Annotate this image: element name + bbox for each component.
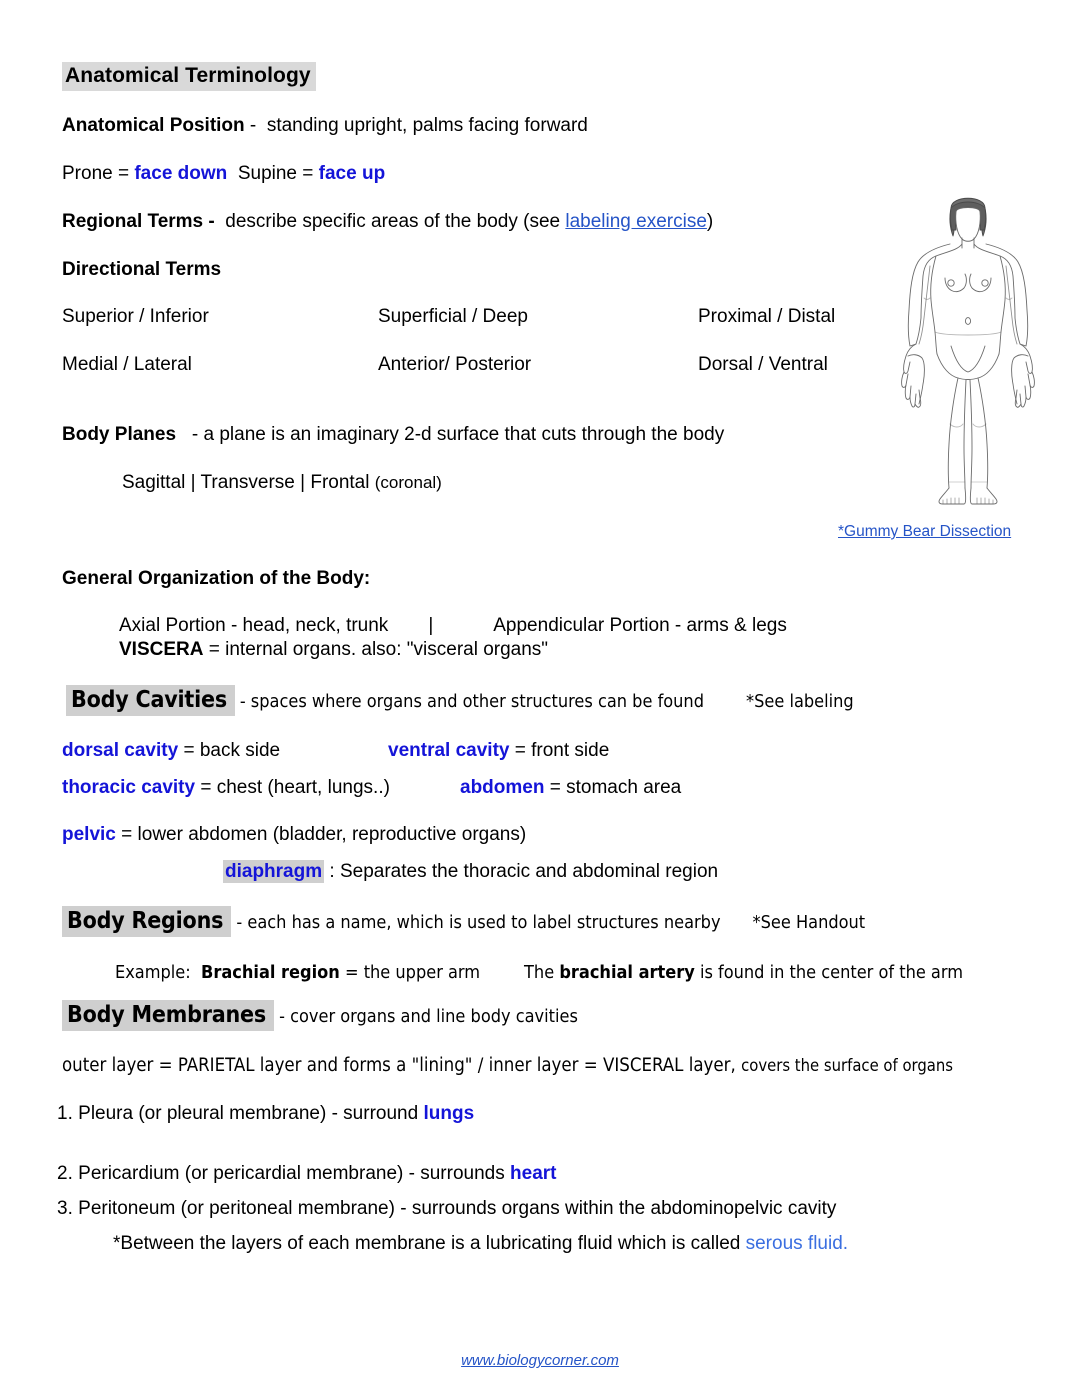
pelvic-def: = lower abdomen (bladder, reproductive organs) — [121, 824, 527, 845]
anatomical-position-label: Anatomical Position — [62, 115, 245, 136]
prone-label: Prone = — [62, 163, 130, 184]
membrane-item-1-number: 1. — [57, 1103, 73, 1124]
abdomen-def: = stomach area — [549, 777, 682, 798]
abdomen-line — [460, 777, 681, 799]
viscera-text: = internal organs. also: "visceral organs" — [208, 639, 549, 660]
membrane-item-3-text: Peritoneum (or peritoneal membrane) - surrounds organs within the abdominopelvic cavity — [78, 1198, 837, 1219]
anatomical-position-line — [62, 115, 588, 137]
body-planes-names: Sagittal | Transverse | Frontal — [122, 472, 370, 493]
body-cavities-heading-line — [66, 687, 854, 713]
directional-term-superior-inferior: Superior / Inferior — [62, 306, 209, 327]
prone-supine-line — [62, 163, 385, 185]
body-planes-description: - a plane is an imaginary 2-d surface that cuts through the body — [191, 424, 725, 445]
membrane-item-2 — [57, 1163, 556, 1185]
regional-terms-label: Regional Terms - — [62, 211, 215, 232]
dorsal-cavity-line — [62, 740, 280, 762]
body-membranes-heading: Body Membranes — [62, 1000, 274, 1031]
body-membranes-heading-line — [62, 1002, 578, 1028]
directional-term-anterior-posterior: Anterior/ Posterior — [378, 354, 532, 375]
membrane-item-3-number: 3. — [57, 1198, 73, 1219]
pelvic-term: pelvic — [62, 824, 116, 845]
page-title: Anatomical Terminology — [62, 62, 316, 91]
thoracic-cavity-term: thoracic cavity — [62, 777, 196, 798]
membrane-item-2-text: Pericardium (or pericardial membrane) - surrounds — [78, 1163, 505, 1184]
directional-term-proximal-distal: Proximal / Distal — [698, 306, 836, 327]
regional-terms-close: ) — [706, 211, 714, 232]
pelvic-line — [62, 824, 526, 846]
membrane-item-1 — [57, 1103, 474, 1125]
regional-terms-description: describe specific areas of the body (see — [225, 211, 561, 232]
axial-portion-line — [119, 615, 787, 637]
example2-post: is found in the center of the arm — [699, 962, 963, 983]
ventral-cavity-term: ventral cavity — [388, 740, 510, 761]
footer — [0, 1352, 1080, 1369]
body-planes-note: (coronal) — [374, 473, 442, 492]
membrane-note-pre: *Between the layers of each membrane is a lubricating fluid which is called — [113, 1233, 741, 1254]
supine-label: Supine = — [237, 163, 314, 184]
axial-portion-text: Axial Portion - head, neck, trunk — [119, 615, 389, 636]
directional-terms-heading: Directional Terms — [62, 259, 222, 280]
body-cavities-description: - spaces where organs and other structures can be found — [239, 691, 704, 712]
example-term: Brachial region — [201, 962, 340, 983]
example2-pre: The — [524, 962, 555, 983]
appendicular-portion-text: Appendicular Portion - arms & legs — [493, 615, 787, 636]
directional-term-superficial-deep: Superficial / Deep — [378, 306, 528, 327]
membrane-item-3 — [57, 1198, 836, 1220]
body-regions-heading-line — [62, 908, 865, 934]
directional-term-dorsal-ventral: Dorsal / Ventral — [698, 354, 828, 375]
membrane-item-1-term: lungs — [423, 1103, 475, 1124]
footer-url-link[interactable]: www.biologycorner.com — [461, 1352, 619, 1369]
anatomical-position-description: standing upright, palms facing forward — [266, 115, 588, 136]
supine-value: face up — [318, 163, 386, 184]
body-planes-label: Body Planes — [62, 424, 177, 445]
directional-term-medial-lateral: Medial / Lateral — [62, 354, 192, 375]
ventral-cavity-line — [388, 740, 609, 762]
membrane-layers-tail: covers the surface of organs — [741, 1056, 953, 1075]
anatomical-position-figure — [888, 186, 1048, 508]
general-organization-heading: General Organization of the Body: — [62, 568, 371, 589]
membrane-layers-main: outer layer = PARIETAL layer and forms a "lining" / inner layer = VISCERAL layer, — [62, 1055, 736, 1076]
prone-value: face down — [134, 163, 228, 184]
thoracic-cavity-line — [62, 777, 390, 799]
example-def: = the upper arm — [344, 962, 481, 983]
regional-terms-line — [62, 211, 713, 233]
body-regions-heading: Body Regions — [62, 906, 231, 937]
viscera-line — [119, 639, 548, 661]
membrane-item-2-term: heart — [510, 1163, 557, 1184]
body-planes-line — [62, 424, 724, 446]
labeling-exercise-link[interactable]: labeling exercise — [565, 211, 707, 232]
abdomen-term: abdomen — [460, 777, 545, 798]
membrane-layers-line — [62, 1055, 953, 1076]
body-cavities-heading: Body Cavities — [66, 685, 235, 716]
diaphragm-term: diaphragm — [225, 861, 323, 882]
membrane-item-2-number: 2. — [57, 1163, 73, 1184]
portion-separator: | — [428, 615, 434, 636]
membrane-item-1-text: Pleura (or pleural membrane) - surround — [78, 1103, 419, 1124]
diaphragm-def: : Separates the thoracic and abdominal region — [329, 861, 719, 882]
ventral-cavity-def: = front side — [514, 740, 610, 761]
body-regions-description: - each has a name, which is used to label structures nearby — [236, 912, 721, 933]
body-cavities-note: *See labeling — [745, 691, 854, 712]
example2-term: brachial artery — [559, 962, 695, 983]
dorsal-cavity-def: = back side — [183, 740, 281, 761]
example-label: Example: — [115, 962, 191, 983]
viscera-label: VISCERA — [119, 639, 204, 660]
membrane-note-line — [113, 1233, 848, 1255]
gummy-bear-dissection-link[interactable]: *Gummy Bear Dissection — [838, 523, 1012, 540]
body-regions-note: *See Handout — [752, 912, 866, 933]
body-membranes-description: - cover organs and line body cavities — [279, 1006, 578, 1027]
diaphragm-line — [223, 861, 718, 883]
body-regions-example-line — [115, 962, 963, 983]
serous-fluid-term: serous fluid. — [745, 1233, 849, 1254]
anatomical-position-dash: - — [249, 115, 257, 136]
dorsal-cavity-term: dorsal cavity — [62, 740, 179, 761]
thoracic-cavity-def: = chest (heart, lungs..) — [200, 777, 390, 798]
body-planes-list — [122, 472, 442, 494]
